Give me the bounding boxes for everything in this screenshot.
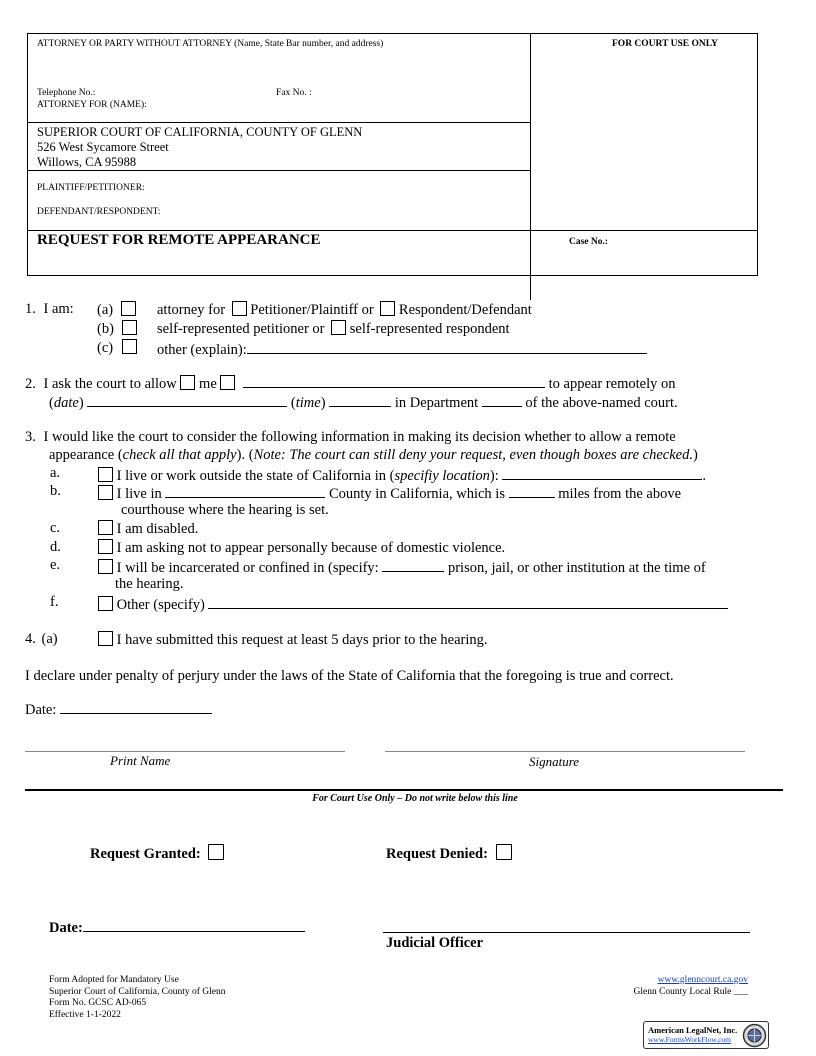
print-name-line[interactable] <box>25 751 345 752</box>
item3-b-checkbox[interactable] <box>98 485 113 500</box>
item2-row1 <box>25 373 675 393</box>
footer-effective: Effective 1-1-2022 <box>49 1009 121 1020</box>
print-name-label: Print Name <box>110 753 171 768</box>
item1-b <box>97 320 137 338</box>
date-label: Date: <box>25 702 57 718</box>
item3-e-tag: e. <box>50 557 61 573</box>
item3-b-text2: County in California, which is <box>328 486 505 502</box>
item3-c-checkbox[interactable] <box>98 520 113 535</box>
attorney-for-label: ATTORNEY FOR (NAME): <box>37 100 147 110</box>
item2-dept-field[interactable] <box>482 392 522 407</box>
item1-b-text: self-represented petitioner or <box>157 321 325 337</box>
court-use-only-label: For Court Use Only – Do not write below this line <box>312 793 518 804</box>
item3-intro1 <box>25 429 676 446</box>
american-legalnet-logo[interactable] <box>643 1021 769 1049</box>
item2-me: me <box>199 376 217 392</box>
globe-icon <box>742 1023 767 1048</box>
item3-f-text: Other (specify) <box>116 597 205 613</box>
item3-f-row <box>98 594 728 614</box>
item3-b-row <box>98 483 681 503</box>
item3-intro2b: ). ( <box>236 447 254 463</box>
item3-a-text: I live or work outside the state of California in ( <box>116 468 395 484</box>
footer-court: Superior Court of California, County of Glenn <box>49 986 226 997</box>
item2-date-field[interactable] <box>87 392 287 407</box>
bottom-date-label: Date: <box>49 920 83 936</box>
footer-form-no: Form No. GCSC AD-065 <box>49 998 147 1008</box>
item3-b-text4: courthouse where the hearing is set. <box>121 502 329 518</box>
item3-e-checkbox[interactable] <box>98 559 113 574</box>
item3-number: 3. <box>25 429 36 445</box>
case-no-label: Case No.: <box>569 237 609 247</box>
item1-row-a <box>25 301 74 318</box>
judicial-officer-line[interactable] <box>383 932 750 933</box>
item4-tag: (a) <box>41 631 58 647</box>
petitioner-plaintiff-checkbox[interactable] <box>232 301 247 316</box>
court-street: 526 West Sycamore Street <box>37 140 169 154</box>
item3-a-row: I live or work outside the state of California in (specifiy location): . <box>98 465 706 485</box>
item3-c-tag: c. <box>50 520 61 536</box>
bottom-date-row <box>49 917 305 937</box>
item3-e-row <box>98 557 706 577</box>
self-represented-respondent-checkbox[interactable] <box>331 320 346 335</box>
footer-website-link[interactable]: www.glenncourt.ca.gov <box>657 975 748 985</box>
respondent-defendant-checkbox[interactable] <box>380 301 395 316</box>
item3-c-row <box>98 520 198 538</box>
item3-c-text: I am disabled. <box>116 521 199 537</box>
item3-a-specify: specifiy location <box>394 468 490 484</box>
item2-row2: (date) (time) in Department of the above-named court. <box>49 392 678 412</box>
item1-c-checkbox[interactable] <box>122 339 137 354</box>
request-denied-label: Request Denied: <box>386 846 488 862</box>
item3-e-specify-field[interactable] <box>382 557 444 572</box>
caption-divider-3 <box>27 230 758 231</box>
fax-label: Fax No. : <box>276 88 312 98</box>
item1-a-checkbox[interactable] <box>121 301 136 316</box>
item3-intro2 <box>49 447 698 464</box>
item3-f-other-field[interactable] <box>208 594 728 609</box>
logo-name: American LegalNet, Inc. <box>648 1025 738 1035</box>
item1-c <box>97 339 137 357</box>
attorney-label: ATTORNEY OR PARTY WITHOUT ATTORNEY (Name, State Bar number, and address) <box>37 39 384 49</box>
item4-text: I have submitted this request at least 5 days prior to the hearing. <box>116 632 488 648</box>
item1-a-text: attorney for <box>157 302 226 318</box>
judicial-officer-label: Judicial Officer <box>386 935 484 951</box>
request-granted-label: Request Granted: <box>90 846 201 862</box>
telephone-label: Telephone No.: <box>37 88 96 98</box>
item3-b-county-field[interactable] <box>165 483 325 498</box>
item3-a-text2: ): <box>489 468 499 484</box>
date-row <box>25 699 212 719</box>
item2-person-field[interactable] <box>243 373 545 388</box>
item4-row <box>25 631 58 648</box>
court-city: Willows, CA 95988 <box>37 155 137 169</box>
request-granted-row <box>90 844 224 863</box>
item3-e-text2: prison, jail, or other institution at the time of <box>447 560 706 576</box>
defendant-label: DEFENDANT/RESPONDENT: <box>37 207 161 217</box>
item3-d-checkbox[interactable] <box>98 539 113 554</box>
item1-a <box>97 301 136 319</box>
item2-time-label: time <box>295 395 321 411</box>
court-use-label: FOR COURT USE ONLY <box>612 39 719 49</box>
bottom-date-field[interactable] <box>83 917 305 932</box>
caption-divider-2 <box>27 170 531 171</box>
item3-a-location-field[interactable] <box>502 465 702 480</box>
request-denied-row <box>386 844 512 863</box>
item1-number: 1. <box>25 301 36 317</box>
item1-label: I am: <box>43 301 74 317</box>
declaration-text: I declare under penalty of perjury under the laws of the State of California that the foregoing is true and correct. <box>25 668 674 684</box>
item1-c-tag: (c) <box>97 340 114 356</box>
item3-b-tag: b. <box>50 483 61 499</box>
item4-number: 4. <box>25 631 36 647</box>
item1-b-checkbox[interactable] <box>122 320 137 335</box>
item3-note: Note: The court can still deny your request, even though boxes are checked. <box>253 447 693 463</box>
item3-a-checkbox[interactable] <box>98 467 113 482</box>
court-name: SUPERIOR COURT OF CALIFORNIA, COUNTY OF GLENN <box>37 125 363 139</box>
item3-a-tag: a. <box>50 465 61 481</box>
signature-label: Signature <box>529 754 580 769</box>
item3-e-text3: the hearing. <box>115 576 184 592</box>
item1-c-text: other (explain): <box>157 342 247 358</box>
item2-dept: in Department <box>394 395 479 411</box>
plaintiff-label: PLAINTIFF/PETITIONER: <box>37 183 145 193</box>
item3-f-checkbox[interactable] <box>98 596 113 611</box>
item3-b-text3: miles from the above <box>558 486 682 502</box>
item1-b-tag: (b) <box>97 321 114 337</box>
caption-divider-vertical <box>530 33 531 300</box>
item3-d-text: I am asking not to appear personally because of domestic violence. <box>116 540 506 556</box>
request-denied-checkbox[interactable] <box>496 844 512 860</box>
item3-d-tag: d. <box>50 539 61 555</box>
item3-b-text1: I live in <box>116 486 162 502</box>
item2-time-field[interactable] <box>329 392 391 407</box>
item2-court-end: of the above-named court. <box>525 395 678 411</box>
footer-local-rule: Glenn County Local Rule ___ <box>633 986 748 997</box>
footer-adopted: Form Adopted for Mandatory Use <box>49 975 179 985</box>
respondent-defendant-label: Respondent/Defendant <box>398 302 532 318</box>
logo-url: www.FormsWorkFlow.com <box>648 1035 732 1044</box>
item1-c-text-row <box>157 339 647 359</box>
footer-right <box>633 975 748 998</box>
item3-b-miles-field[interactable] <box>509 483 555 498</box>
item2-ask: I ask the court to allow <box>43 376 177 392</box>
request-granted-checkbox[interactable] <box>208 844 224 860</box>
item1-b-text2: self-represented respondent <box>349 321 510 337</box>
item3-check-all: check all that apply <box>122 447 237 463</box>
item1-a-text-row <box>157 301 532 319</box>
item2-date-label: date <box>53 395 79 411</box>
form-title: REQUEST FOR REMOTE APPEARANCE <box>37 232 321 248</box>
court-use-separator <box>25 789 783 791</box>
item2-appear: to appear remotely on <box>548 376 676 392</box>
other-explain-field[interactable] <box>247 339 647 354</box>
item4-checkbox[interactable] <box>98 631 113 646</box>
petitioner-plaintiff-label: Petitioner/Plaintiff or <box>250 302 374 318</box>
item3-d-row <box>98 539 505 557</box>
item3-intro1-text: I would like the court to consider the following information in making its decision whether to allow a remote <box>43 429 676 445</box>
item2-party-checkbox[interactable] <box>180 375 195 390</box>
item1-b-text-row <box>157 320 510 338</box>
court-address <box>37 125 362 170</box>
footer-left <box>49 975 226 1021</box>
item3-f-tag: f. <box>50 594 59 610</box>
item2-me-checkbox[interactable] <box>220 375 235 390</box>
caption-divider-1 <box>27 122 531 123</box>
item3-intro2a: appearance ( <box>49 447 123 463</box>
item1-a-tag: (a) <box>97 302 114 318</box>
item3-intro2c: ) <box>692 447 698 463</box>
date-field[interactable] <box>60 699 212 714</box>
item2-number: 2. <box>25 376 36 392</box>
signature-line[interactable] <box>385 751 745 752</box>
item4-text-row <box>98 631 488 649</box>
item3-e-text1: I will be incarcerated or confined in (specify: <box>116 560 379 576</box>
